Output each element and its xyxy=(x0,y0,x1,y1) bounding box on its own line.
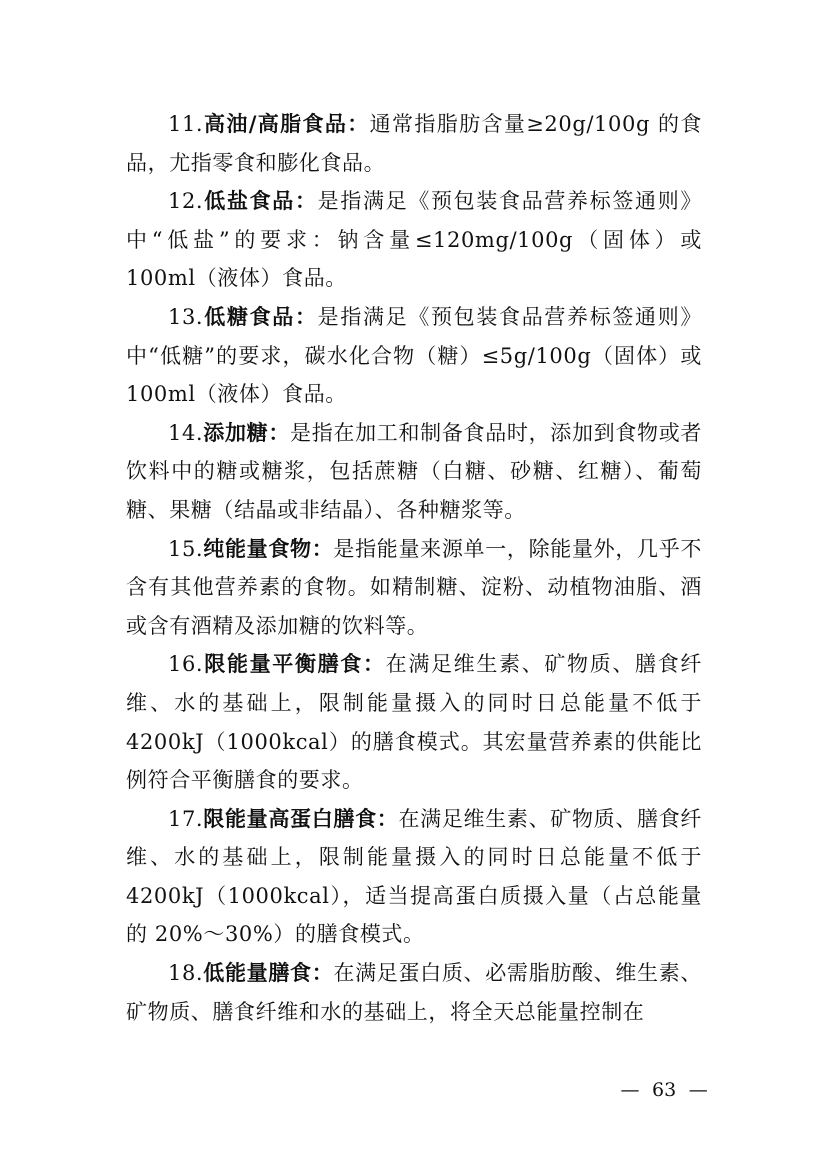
definition-11 xyxy=(126,105,702,182)
definition-term: 纯能量食物： xyxy=(203,535,334,561)
definition-text: 通常指脂肪含量≥20g/100g 的食品，尤指零食和膨化食品。 xyxy=(126,112,702,175)
definition-term: 限能量高蛋白膳食： xyxy=(203,805,399,831)
footer-dash-left: — xyxy=(620,1079,640,1101)
definition-term: 低能量膳食： xyxy=(203,960,334,986)
definition-number: 13. xyxy=(168,304,204,329)
definition-term: 高油/高脂食品： xyxy=(203,111,370,136)
definition-term: 低糖食品： xyxy=(203,303,318,329)
definition-number: 18. xyxy=(168,961,204,986)
definition-16 xyxy=(126,645,702,799)
definition-number: 12. xyxy=(168,189,204,214)
definition-number: 15. xyxy=(168,536,204,561)
definition-term: 低盐食品： xyxy=(203,188,318,214)
definition-13 xyxy=(126,298,702,414)
definition-text: 是指能量来源单一，除能量外，几乎不含有其他营养素的食物。如精制糖、淀粉、动植物油脂、酒或含有酒精及添加糖的饮料等。 xyxy=(126,536,703,638)
definition-18 xyxy=(126,954,702,1031)
definition-term: 添加糖： xyxy=(203,419,291,445)
definition-text: 是指满足《预包装食品营养标签通则》中“低盐”的要求：钠含量≤120mg/100g（固体）或 100ml（液体）食品。 xyxy=(126,189,702,291)
definition-text: 是指满足《预包装食品营养标签通则》中“低糖”的要求，碳水化合物（糖）≤5g/100g（固体）或 100ml（液体）食品。 xyxy=(126,304,702,407)
definition-number: 14. xyxy=(168,420,204,445)
definition-number: 17. xyxy=(168,806,204,831)
page-footer xyxy=(618,1076,710,1104)
page-number: 63 xyxy=(652,1079,677,1101)
definition-number: 16. xyxy=(168,652,204,677)
document-body xyxy=(126,105,702,1031)
definition-number: 11. xyxy=(168,112,204,136)
definition-14 xyxy=(126,414,702,530)
definition-term: 限能量平衡膳食： xyxy=(203,651,386,677)
definition-15 xyxy=(126,530,702,646)
definition-text: 在满足维生素、矿物质、膳食纤维、水的基础上，限制能量摄入的同时日总能量不低于 4200kJ（1000kcal）的膳食模式。其宏量营养素的供能比例符合平衡膳食的要求。 xyxy=(126,652,702,793)
definition-12 xyxy=(126,182,702,298)
definition-17 xyxy=(126,800,702,954)
definition-text: 在满足维生素、矿物质、膳食纤维、水的基础上，限制能量摄入的同时日总能量不低于 4200kJ（1000kcal），适当提高蛋白质摄入量（占总能量的 20%～30%）的膳食模式。 xyxy=(126,806,702,947)
footer-dash-right: — xyxy=(688,1079,708,1101)
definition-text: 在满足蛋白质、必需脂肪酸、维生素、矿物质、膳食纤维和水的基础上，将全天总能量控制在 xyxy=(126,961,703,1024)
definition-text: 是指在加工和制备食品时，添加到食物或者饮料中的糖或糖浆，包括蔗糖（白糖、砂糖、红糖）、葡萄糖、果糖（结晶或非结晶）、各种糖浆等。 xyxy=(126,420,702,522)
